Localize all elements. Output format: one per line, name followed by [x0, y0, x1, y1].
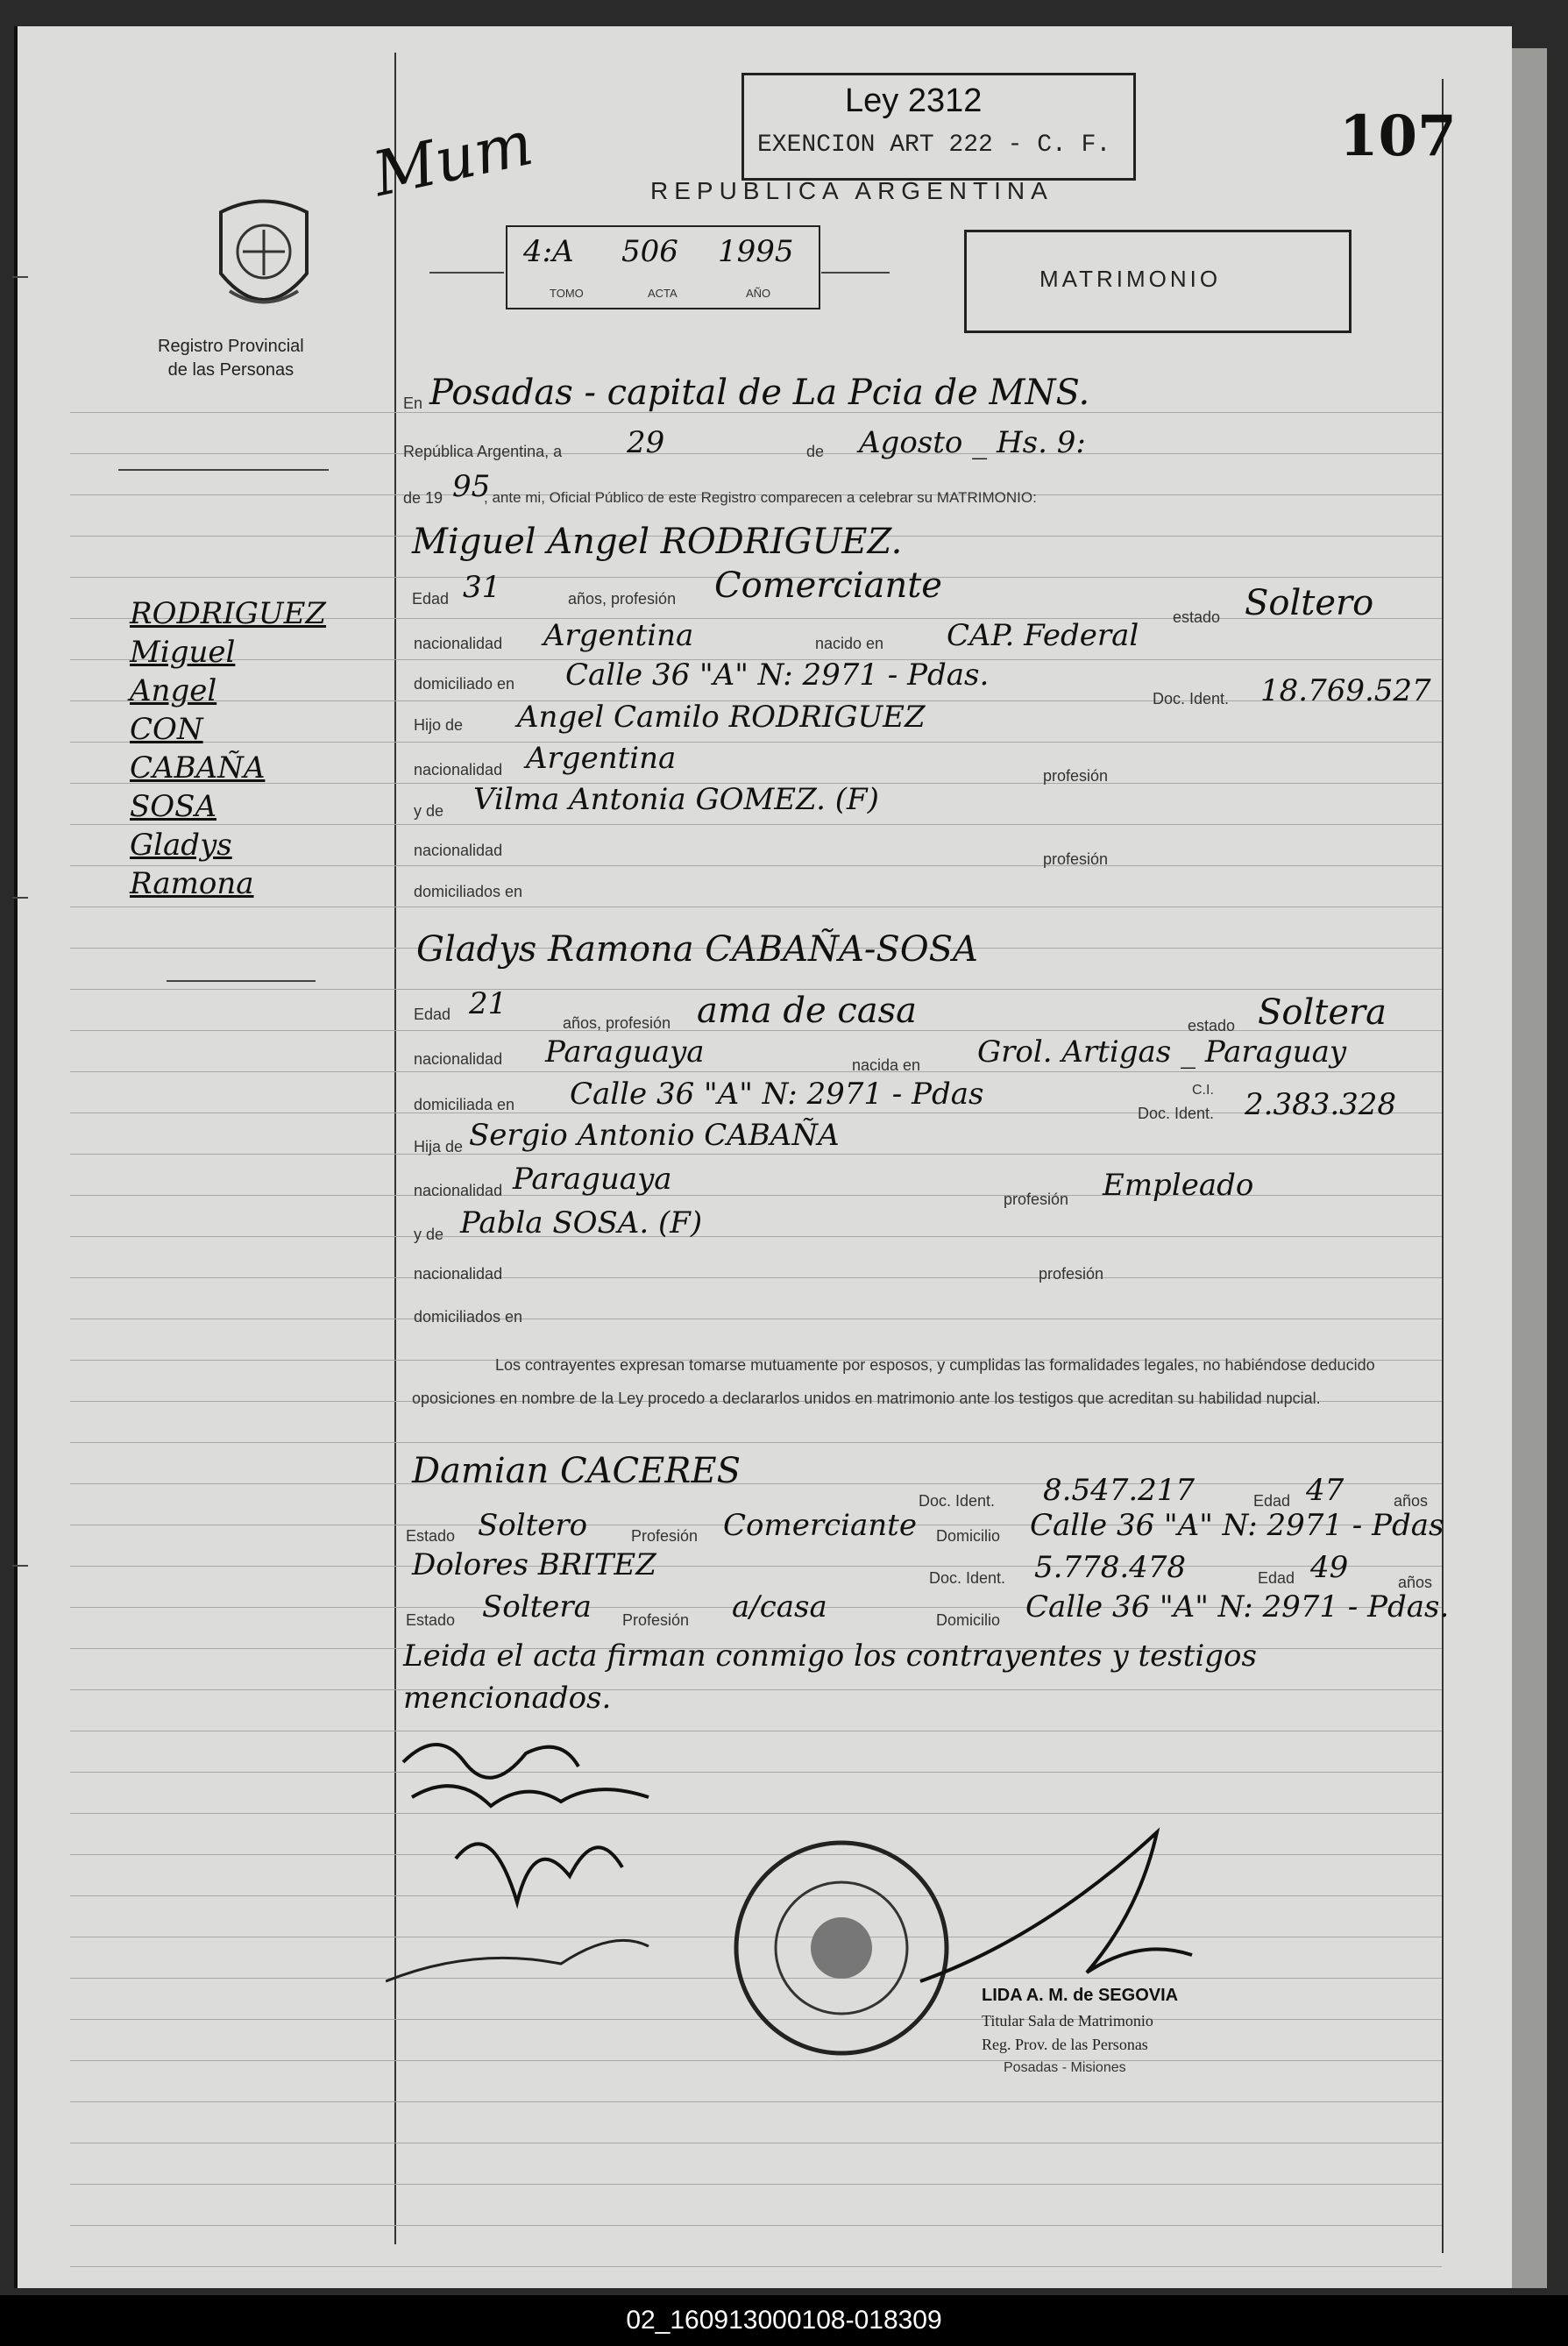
doc-label: Doc. Ident.: [1138, 1105, 1215, 1122]
margin-name: Gladys: [130, 828, 232, 863]
bride-doc-prefix: C.I.: [1192, 1083, 1214, 1098]
official-signature: [912, 1806, 1245, 2016]
nacida-label: nacida en: [852, 1056, 921, 1074]
ruled-line: [70, 453, 1442, 454]
ruled-line: [70, 1566, 1442, 1567]
signatures-area: [386, 1727, 754, 2043]
tomo-value: 4:A: [523, 234, 574, 269]
binding-mark: [12, 1565, 28, 1567]
tomo-label: TOMO: [550, 287, 584, 300]
estado-label: estado: [1188, 1017, 1236, 1034]
profesion-label: profesión: [1039, 1265, 1104, 1283]
nacionalidad-label: nacionalidad: [414, 761, 503, 778]
anos-profesion-label: años, profesión: [563, 1014, 671, 1032]
profesion-label: Profesión: [631, 1527, 699, 1545]
official-line-3: Reg. Prov. de las Personas: [982, 2036, 1148, 2053]
groom-profession: Comerciante: [714, 565, 942, 606]
de19-label: de 19: [403, 489, 443, 507]
margin-name: CON: [130, 712, 203, 747]
binding-mark: [12, 276, 28, 278]
ruled-line: [70, 2225, 1442, 2226]
witness1-address: Calle 36 "A" N: 2971 - Pdas: [1030, 1508, 1444, 1543]
record-box-tail-left: [429, 272, 504, 274]
anos-label: años: [1394, 1492, 1429, 1510]
bride-father-profession: Empleado: [1103, 1168, 1254, 1203]
hijo-label: Hijo de: [414, 716, 464, 734]
book-edge: [1512, 48, 1547, 2288]
scan-id: 02_160913000108-018309: [0, 2295, 1568, 2346]
bride-mother: Pabla SOSA. (F): [460, 1205, 703, 1241]
estado-label: estado: [1173, 608, 1221, 626]
republic-heading: REPUBLICA ARGENTINA: [650, 177, 1054, 204]
comparecen-text: , ante mi, Oficial Público de este Registro comparecen a celebrar su MATRIMONIO:: [484, 489, 1037, 506]
ruled-line: [70, 865, 1442, 866]
bride-birthplace: Grol. Artigas _ Paraguay: [977, 1034, 1347, 1070]
ruled-line: [70, 2101, 1442, 2102]
year-suffix: 95: [452, 469, 491, 504]
registry-underline: [118, 469, 329, 471]
edad-label: Edad: [1253, 1492, 1291, 1510]
provincial-coat-of-arms-icon: [203, 195, 324, 326]
ruled-line: [70, 1071, 1442, 1072]
groom-age: 31: [463, 570, 501, 605]
ano-label: AÑO: [746, 287, 771, 300]
doc-label: Doc. Ident.: [929, 1569, 1006, 1587]
witness1-doc: 8.547.217: [1043, 1473, 1196, 1508]
en-label: En: [403, 395, 423, 412]
right-margin-line: [1442, 79, 1444, 2253]
ruled-line: [70, 2266, 1442, 2267]
bride-doc: 2.383.328: [1245, 1087, 1397, 1122]
bride-father: Sergio Antonio CABAÑA: [469, 1118, 840, 1153]
margin-name: RODRIGUEZ: [130, 596, 327, 631]
day-value: 29: [627, 425, 665, 460]
closing-text: Leida el acta firman conmigo los contrayentes y testigos mencionados.: [403, 1639, 1257, 1716]
record-number-box: [506, 225, 820, 309]
binding-mark: [12, 897, 28, 899]
ruled-line: [70, 2060, 1442, 2061]
witness2-profession: a/casa: [732, 1589, 827, 1624]
margin-name: SOSA: [130, 789, 217, 824]
witness1-name: Damian CACERES: [412, 1451, 741, 1491]
bride-profession: ama de casa: [697, 991, 917, 1031]
witness2-status: Soltera: [482, 1589, 592, 1624]
ruled-line: [70, 1236, 1442, 1237]
month-time-value: Agosto _ Hs. 9:: [859, 425, 1086, 460]
stamp-line-1: Ley 2312: [845, 82, 983, 119]
yde-label: y de: [414, 1226, 444, 1243]
margin-name: Ramona: [130, 866, 254, 901]
domiciliado-label: domiciliado en: [414, 675, 515, 693]
nacido-label: nacido en: [815, 635, 884, 652]
domicilio-label: Domicilio: [936, 1611, 1001, 1629]
groom-nationality: Argentina: [543, 618, 694, 653]
ruled-line: [70, 742, 1442, 743]
nacionalidad-label: nacionalidad: [414, 1182, 503, 1199]
hija-label: Hija de: [414, 1138, 464, 1155]
profesion-label: Profesión: [622, 1611, 690, 1629]
page-number: 107: [1339, 103, 1457, 169]
bride-address: Calle 36 "A" N: 2971 - Pdas: [570, 1077, 984, 1112]
nacionalidad-label: nacionalidad: [414, 1050, 503, 1068]
ruled-line: [70, 906, 1442, 907]
yde-label: y de: [414, 802, 444, 820]
de-label: de: [806, 443, 825, 460]
domiciliada-label: domiciliada en: [414, 1096, 515, 1113]
groom-doc: 18.769.527: [1260, 673, 1431, 708]
tax-exemption-stamp: [741, 73, 1136, 181]
bride-name: Gladys Ramona CABAÑA-SOSA: [416, 929, 978, 970]
ruled-line: [70, 1442, 1442, 1443]
bride-age: 21: [469, 986, 507, 1021]
estado-label: Estado: [406, 1527, 456, 1545]
official-line-2: Titular Sala de Matrimonio: [982, 2012, 1153, 2030]
register-page: [14, 26, 1512, 2288]
bride-father-nationality: Paraguaya: [513, 1162, 672, 1197]
witness1-status: Soltero: [478, 1508, 588, 1543]
witness2-age: 49: [1310, 1550, 1349, 1585]
record-type-box: [964, 230, 1352, 333]
record-box-tail-right: [821, 272, 890, 274]
groom-father: Angel Camilo RODRIGUEZ: [517, 700, 926, 735]
groom-birthplace: CAP. Federal: [947, 618, 1139, 653]
nacionalidad-label: nacionalidad: [414, 842, 503, 859]
nacionalidad-label: nacionalidad: [414, 635, 503, 652]
acta-label: ACTA: [648, 287, 678, 300]
ruled-line: [70, 1154, 1442, 1155]
edad-label: Edad: [1258, 1569, 1295, 1587]
registry-name: Registro Provincial de las Personas: [158, 337, 304, 380]
bride-status: Soltera: [1258, 992, 1387, 1033]
ruled-line: [70, 1772, 1442, 1773]
official-line-4: Posadas - Misiones: [1004, 2060, 1126, 2075]
ruled-line: [70, 1277, 1442, 1278]
witness2-address: Calle 36 "A" N: 2971 - Pdas.: [1025, 1589, 1450, 1624]
bride-nationality: Paraguaya: [545, 1034, 705, 1070]
acta-value: 506: [621, 234, 678, 269]
stamp-line-2: EXENCION ART 222 - C. F.: [757, 132, 1111, 159]
ruled-line: [70, 2184, 1442, 2185]
profesion-label: profesión: [1004, 1191, 1069, 1208]
republica-label: República Argentina, a: [403, 443, 563, 460]
record-type: MATRIMONIO: [1039, 266, 1222, 292]
groom-address: Calle 36 "A" N: 2971 - Pdas.: [565, 658, 990, 693]
witness1-profession: Comerciante: [723, 1508, 917, 1543]
official-line-1: LIDA A. M. de SEGOVIA: [982, 1986, 1179, 2005]
margin-name: CABAÑA: [130, 750, 266, 786]
profesion-label: profesión: [1043, 767, 1109, 785]
groom-mother: Vilma Antonia GOMEZ. (F): [473, 782, 879, 817]
ruled-line: [70, 1483, 1442, 1484]
ano-value: 1995: [718, 234, 794, 269]
witness2-name: Dolores BRITEZ: [412, 1547, 656, 1582]
ruled-line: [70, 824, 1442, 825]
witness1-age: 47: [1306, 1473, 1345, 1508]
margin-end-line: [167, 980, 316, 982]
groom-status: Soltero: [1245, 583, 1374, 623]
doc-label: Doc. Ident.: [1153, 690, 1230, 707]
domiciliados-label: domiciliados en: [414, 1308, 523, 1326]
edad-label: Edad: [414, 1006, 451, 1023]
initials-signature: Mum: [366, 106, 539, 211]
profesion-label: profesión: [1043, 850, 1109, 868]
estado-label: Estado: [406, 1611, 456, 1629]
edad-label: Edad: [412, 590, 450, 608]
anos-profesion-label: años, profesión: [568, 590, 677, 608]
declaration-text: Los contrayentes expresan tomarse mutuamente por esposos, y cumplidas las formalidades legales, no habiéndose deducido oposiciones en nombre de la Ley procedo a declararlos unidos en matrimonio ante los testigos que acreditan su habilidad nupcial.: [412, 1356, 1375, 1407]
nacionalidad-label: nacionalidad: [414, 1265, 503, 1283]
anos-label: años: [1398, 1574, 1433, 1591]
domicilio-label: Domicilio: [936, 1527, 1001, 1545]
groom-father-nationality: Argentina: [526, 741, 677, 776]
witness2-doc: 5.778.478: [1034, 1550, 1187, 1585]
margin-name: Miguel: [130, 635, 236, 670]
domiciliados-label: domiciliados en: [414, 883, 523, 900]
ruled-line: [70, 989, 1442, 990]
groom-name: Miguel Angel RODRIGUEZ.: [412, 522, 903, 562]
doc-label: Doc. Ident.: [919, 1492, 996, 1510]
margin-name: Angel: [130, 673, 217, 708]
place-value: Posadas - capital de La Pcia de MNS.: [429, 373, 1090, 413]
